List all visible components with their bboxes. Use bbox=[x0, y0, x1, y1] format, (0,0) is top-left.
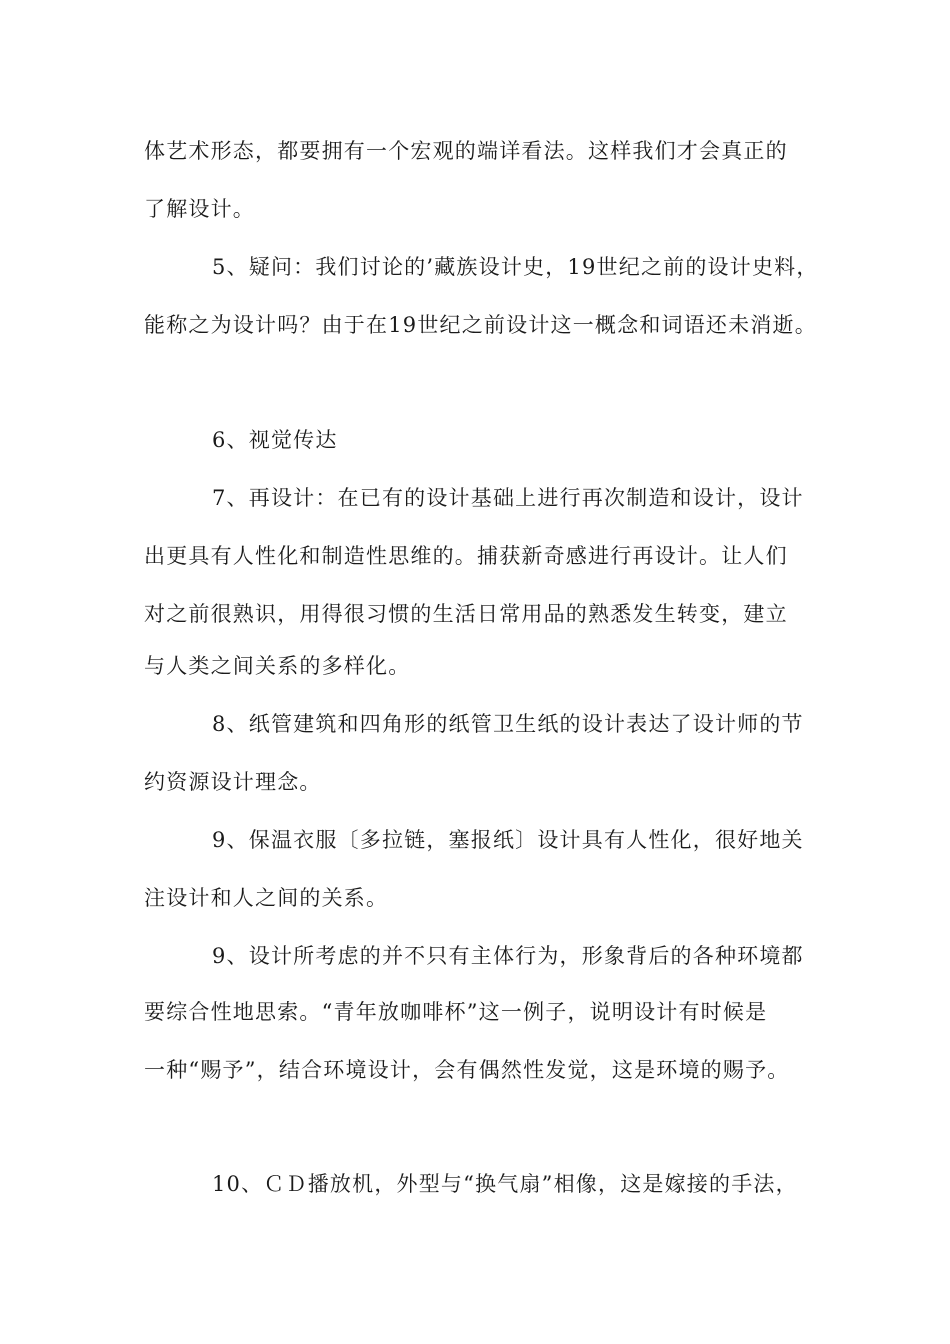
text-line: 对之前很熟识，用得很习惯的生活日常用品的熟悉发生转变，建立 bbox=[144, 602, 788, 626]
text-line: 一种“赐予”，结合环境设计，会有偶然性发觉，这是环境的赐予。 bbox=[144, 1058, 790, 1082]
paragraph-8-line: 8、纸管建筑和四角形的纸管卫生纸的设计表达了设计师的节 bbox=[212, 712, 804, 736]
text-line: 能称之为设计吗？由于在19世纪之前设计这一概念和词语还未消逝。 bbox=[144, 313, 817, 337]
paragraph-10-line: 10、ＣＤ播放机，外型与“换气扇”相像，这是嫁接的手法， bbox=[212, 1172, 798, 1196]
text-line: 注设计和人之间的关系。 bbox=[144, 886, 389, 910]
text-line: 出更具有人性化和制造性思维的。捕获新奇感进行再设计。让人们 bbox=[144, 544, 788, 568]
text-line: 要综合性地思索。“青年放咖啡杯”这一例子，说明设计有时候是 bbox=[144, 1000, 768, 1024]
paragraph-9b-line: 9、设计所考虑的并不只有主体行为，形象背后的各种环境都 bbox=[212, 944, 804, 968]
text-line: 约资源设计理念。 bbox=[144, 770, 322, 794]
text-line: 与人类之间关系的多样化。 bbox=[144, 654, 411, 678]
paragraph-9-line: 9、保温衣服〔多拉链，塞报纸〕设计具有人性化，很好地关 bbox=[212, 828, 804, 852]
text-line: 体艺术形态，都要拥有一个宏观的端详看法。这样我们才会真正的 bbox=[144, 139, 788, 163]
paragraph-5-line: 5、疑问：我们讨论的’藏族设计史，19世纪之前的设计史料， bbox=[212, 255, 819, 279]
paragraph-7-line: 7、再设计：在已有的设计基础上进行再次制造和设计，设计 bbox=[212, 486, 804, 510]
text-line: 了解设计。 bbox=[144, 197, 255, 221]
paragraph-6-line: 6、视觉传达 bbox=[212, 428, 338, 452]
